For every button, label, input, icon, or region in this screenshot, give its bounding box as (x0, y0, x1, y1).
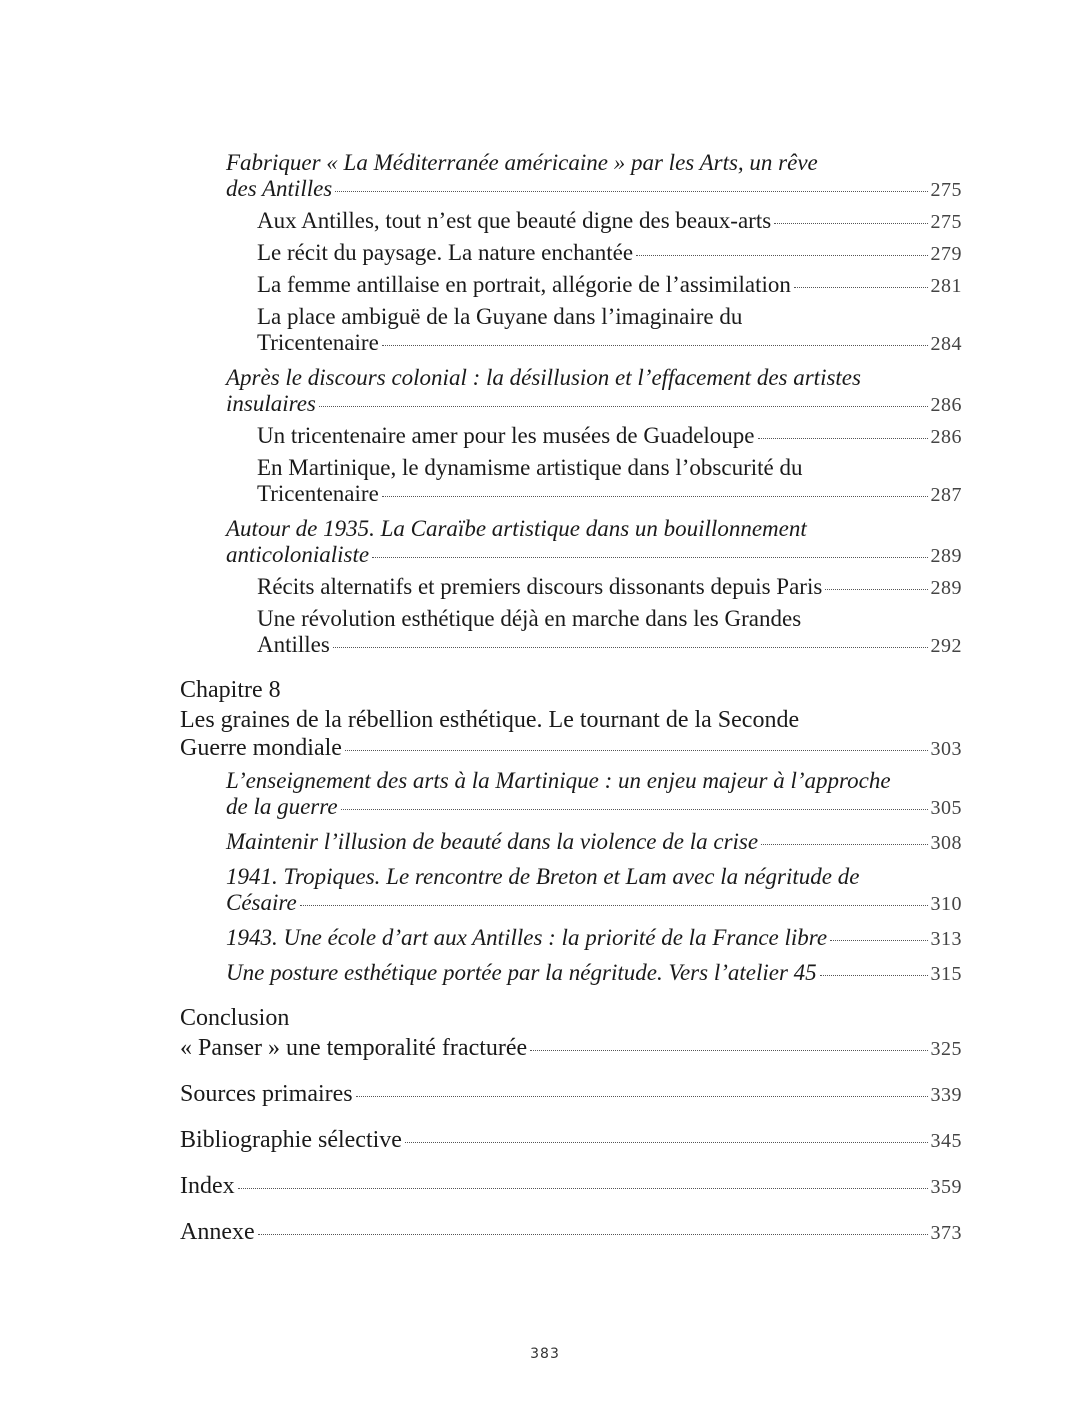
toc-section-title: Fabriquer « La Méditerranée américaine » par les Arts, un rêve (226, 150, 818, 175)
page-number: 281 (930, 275, 962, 297)
toc-section (180, 768, 962, 821)
dot-leader (820, 975, 928, 976)
toc-subsection-title: Une révolution esthétique déjà en marche dans les Grandes (257, 606, 802, 631)
toc-section-title: Autour de 1935. La Caraïbe artistique dans un bouillonnement (226, 516, 807, 541)
page-number: 310 (930, 893, 962, 915)
toc-conclusion (180, 1004, 962, 1063)
toc-section-title: 1943. Une école d’art aux Antilles : la priorité de la France libre (226, 925, 828, 950)
page-number: 279 (930, 243, 962, 265)
toc-subsection (180, 240, 962, 267)
toc-subsection-title-cont: Tricentenaire (257, 481, 379, 506)
toc-subsection-title: La place ambiguë de la Guyane dans l’imaginaire du (257, 304, 743, 329)
toc-section-title-cont: de la guerre (226, 794, 338, 819)
toc-subsection-title-cont: Antilles (257, 632, 330, 657)
toc-section (180, 864, 962, 917)
dot-leader (761, 844, 927, 845)
dot-leader (300, 905, 928, 906)
page-number: 289 (930, 545, 962, 567)
toc-section-title-cont: anticolonialiste (226, 542, 370, 567)
toc-subsection-title: Un tricentenaire amer pour les musées de Guadeloupe (257, 423, 755, 448)
table-of-contents (180, 150, 962, 1247)
page-number: 345 (930, 1130, 962, 1152)
dot-leader (830, 940, 927, 941)
toc-back-matter (180, 1080, 962, 1109)
toc-section-title: Une posture esthétique portée par la négritude. Vers l’atelier 45 (226, 960, 817, 985)
toc-subsection-title: En Martinique, le dynamisme artistique dans l’obscurité du (257, 455, 803, 480)
dot-leader (405, 1142, 928, 1143)
page-number: 286 (930, 426, 962, 448)
conclusion-title: « Panser » une temporalité fracturée (180, 1035, 528, 1061)
dot-leader (335, 191, 927, 192)
toc-subsection-title: Le récit du paysage. La nature enchantée (257, 240, 634, 265)
page-number: 292 (930, 635, 962, 657)
page-number: 313 (930, 928, 962, 950)
toc-subsection-title: La femme antillaise en portrait, allégorie de l’assimilation (257, 272, 791, 297)
page-number: 286 (930, 394, 962, 416)
back-matter-title: Sources primaires (180, 1081, 353, 1107)
page-number: 315 (930, 963, 962, 985)
toc-section-title: Après le discours colonial : la désillusion et l’effacement des artistes (226, 365, 861, 390)
page-folio: 383 (530, 1346, 560, 1362)
dot-leader (636, 255, 927, 256)
toc-section-title-cont: insulaires (226, 391, 316, 416)
toc-subsection-title: Récits alternatifs et premiers discours dissonants depuis Paris (257, 574, 823, 599)
page-number: 289 (930, 577, 962, 599)
page-number: 305 (930, 797, 962, 819)
dot-leader (825, 589, 927, 590)
dot-leader (258, 1234, 928, 1235)
toc-chapter-8 (180, 676, 962, 763)
toc-section (180, 365, 962, 418)
toc-subsection-title: Aux Antilles, tout n’est que beauté digne des beaux-arts (257, 208, 772, 233)
toc-section-title-cont: Césaire (226, 890, 297, 915)
back-matter-title: Index (180, 1173, 235, 1199)
toc-subsection (180, 208, 962, 235)
chapter-title-cont: Guerre mondiale (180, 735, 342, 761)
toc-subsection (180, 574, 962, 601)
page-number: 284 (930, 333, 962, 355)
dot-leader (356, 1096, 928, 1097)
toc-section (180, 925, 962, 952)
back-matter-title: Annexe (180, 1219, 255, 1245)
toc-back-matter (180, 1218, 962, 1247)
dot-leader (382, 496, 928, 497)
page-number: 275 (930, 179, 962, 201)
toc-section (180, 829, 962, 856)
dot-leader (341, 809, 928, 810)
dot-leader (382, 345, 928, 346)
toc-subsection (180, 455, 962, 508)
toc-section (180, 516, 962, 569)
page-number: 308 (930, 832, 962, 854)
page-number: 287 (930, 484, 962, 506)
toc-section-title: Maintenir l’illusion de beauté dans la violence de la crise (226, 829, 759, 854)
chapter-title: Les graines de la rébellion esthétique. Le tournant de la Seconde (180, 707, 800, 733)
toc-section-title: 1941. Tropiques. Le rencontre de Breton et Lam avec la négritude de (226, 864, 860, 889)
page-number: 275 (930, 211, 962, 233)
toc-section-title: L’enseignement des arts à la Martinique : un enjeu majeur à l’approche (226, 768, 891, 793)
page-number: 359 (930, 1176, 962, 1198)
toc-section-title-cont: des Antilles (226, 176, 333, 201)
dot-leader (794, 287, 928, 288)
toc-back-matter (180, 1172, 962, 1201)
dot-leader (530, 1050, 927, 1051)
page-number: 303 (930, 738, 962, 760)
page-number: 339 (930, 1084, 962, 1106)
page-number: 325 (930, 1038, 962, 1060)
dot-leader (238, 1188, 928, 1189)
toc-subsection (180, 423, 962, 450)
dot-leader (345, 750, 928, 751)
toc-subsection (180, 606, 962, 659)
dot-leader (758, 438, 928, 439)
toc-subsection (180, 304, 962, 357)
dot-leader (774, 223, 927, 224)
toc-subsection (180, 272, 962, 299)
chapter-label: Chapitre 8 (180, 677, 281, 703)
toc-back-matter (180, 1126, 962, 1155)
conclusion-label: Conclusion (180, 1005, 290, 1031)
toc-subsection-title-cont: Tricentenaire (257, 330, 379, 355)
toc-section (180, 150, 962, 203)
page-number: 373 (930, 1222, 962, 1244)
dot-leader (333, 647, 928, 648)
dot-leader (372, 557, 927, 558)
dot-leader (319, 406, 928, 407)
back-matter-title: Bibliographie sélective (180, 1127, 402, 1153)
toc-section (180, 960, 962, 987)
